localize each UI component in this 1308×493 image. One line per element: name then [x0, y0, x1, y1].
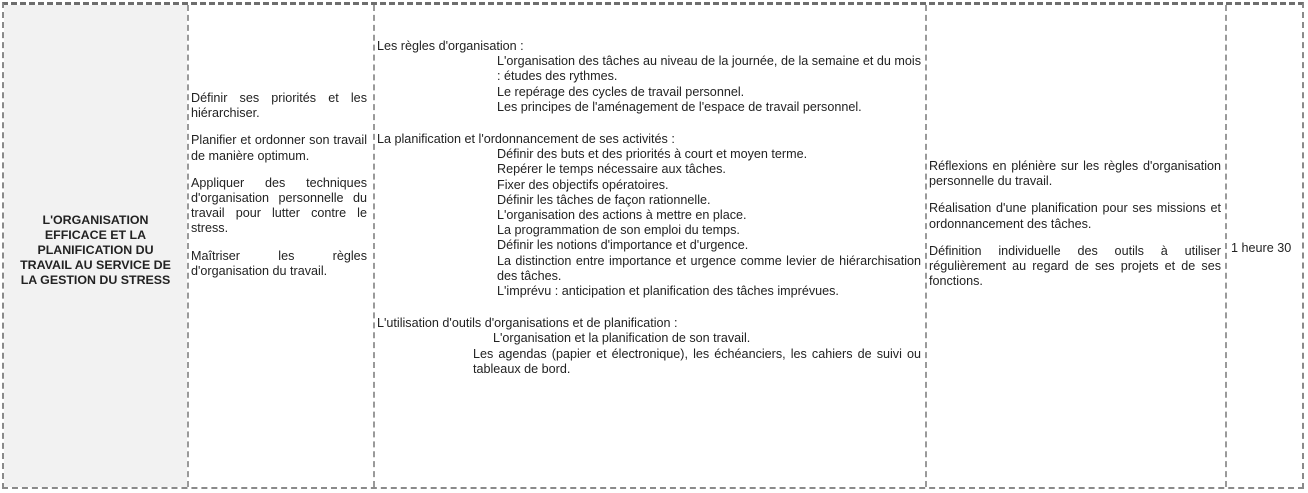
training-module-table [2, 2, 1304, 489]
content-item: Définir les tâches de façon rationnelle. [497, 192, 711, 207]
methods-cell [925, 5, 1225, 487]
content-item: La distinction entre importance et urgence comme levier de hiérarchisation des tâches. [497, 253, 921, 283]
content-item: Définir des buts et des priorités à court et moyen terme. [497, 147, 808, 162]
content-item: Les agendas (papier et électronique), les échéanciers, les cahiers de suivi ou tableaux de bord. [473, 346, 921, 376]
content-section-rules [377, 39, 921, 115]
section-heading: L'utilisation d'outils d'organisations et de planification : [377, 316, 678, 331]
content-item: L'organisation des actions à mettre en place. [497, 208, 747, 223]
content-cell [373, 5, 925, 487]
module-title: L'ORGANISATION EFFICACE ET LA PLANIFICATION DU TRAVAIL AU SERVICE DE LA GESTION DU STRESS [20, 212, 171, 287]
content-item: L'organisation des tâches au niveau de la journée, de la semaine et du mois : études des rythmes. [497, 54, 921, 84]
duration-cell [1225, 5, 1302, 487]
method-item: Réflexions en plénière sur les règles d'organisation personnelle du travail. [929, 159, 1221, 189]
content-item: Repérer le temps nécessaire aux tâches. [497, 162, 726, 177]
content-item: L'imprévu : anticipation et planification des tâches imprévues. [497, 284, 839, 299]
method-item: Réalisation d'une planification pour ses missions et ordonnancement des tâches. [929, 201, 1221, 231]
duration-value: 1 heure 30 [1231, 241, 1292, 256]
objective-item: Définir ses priorités et les hiérarchiser. [191, 91, 367, 121]
section-heading: Les règles d'organisation : [377, 39, 524, 53]
content-section-tools [377, 316, 921, 377]
objective-item: Planifier et ordonner son travail de manière optimum. [191, 133, 367, 163]
method-item: Définition individuelle des outils à utiliser régulièrement au regard de ses projets et de ses fonctions. [929, 243, 1221, 289]
objective-item: Maîtriser les règles d'organisation du travail. [191, 248, 367, 278]
content-item: Définir les notions d'importance et d'urgence. [497, 238, 749, 253]
content-item: Le repérage des cycles de travail personnel. [497, 84, 745, 99]
module-title-cell [4, 5, 187, 487]
content-item: La programmation de son emploi du temps. [497, 223, 740, 238]
content-item: Fixer des objectifs opératoires. [497, 177, 669, 192]
content-item: Les principes de l'aménagement de l'espace de travail personnel. [497, 99, 862, 114]
content-item: L'organisation et la planification de son travail. [493, 331, 751, 346]
content-section-planning [377, 132, 921, 299]
objective-item: Appliquer des techniques d'organisation personnelle du travail pour lutter contre le stress. [191, 175, 367, 236]
section-heading: La planification et l'ordonnancement de ses activités : [377, 132, 675, 147]
objectives-cell [187, 5, 373, 487]
